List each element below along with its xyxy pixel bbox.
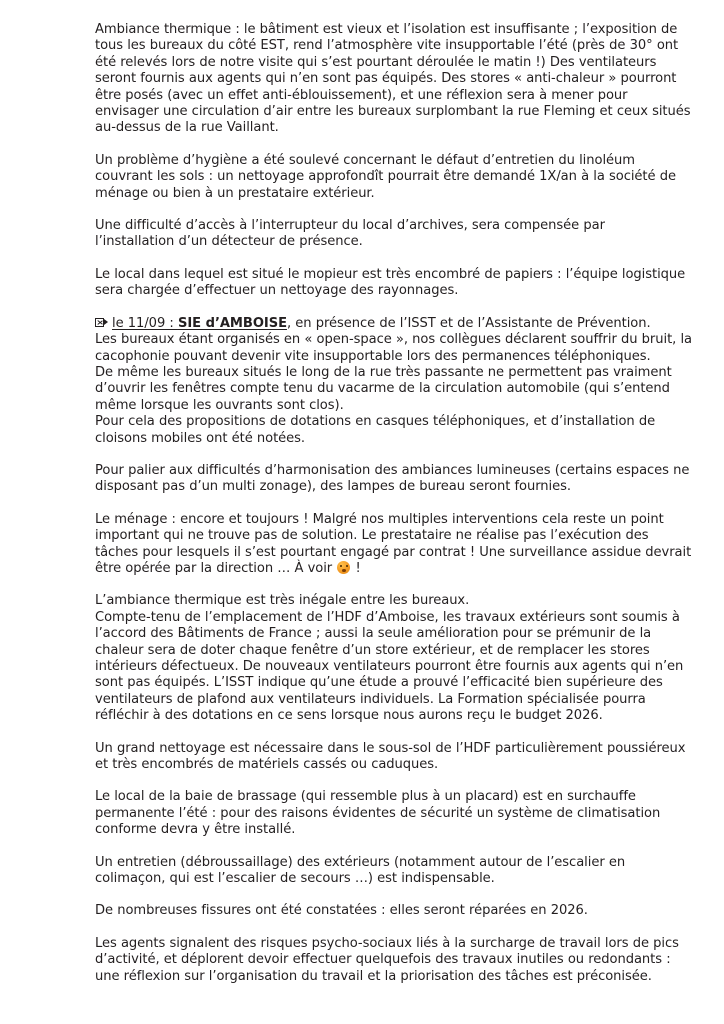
- text-line: l’installation d’un détecteur de présence.: [95, 234, 363, 250]
- face-with-open-mouth-emoji: [337, 561, 350, 574]
- wingding-boxed-x-arrow-icon: [95, 318, 108, 328]
- paragraph-local-mopieur: [95, 266, 686, 300]
- text-line: au-dessus de la rue Vaillant.: [95, 120, 279, 136]
- le-menage-last-line: [95, 561, 655, 577]
- text-line: Les bureaux étant organisés en « open-space », nos collègues déclarent souffrir du bruit, la: [95, 332, 692, 348]
- text-line: cloisons mobiles ont été notées.: [95, 430, 306, 446]
- text-line: Une difficulté d’accès à l’interrupteur du local d’archives, sera compensée par: [95, 218, 605, 234]
- text-line: sont pas équipés. L’ISST indique qu’une étude a prouvé l’efficacité bien supérieure des: [95, 675, 663, 691]
- text-line: couvrant les sols : un nettoyage approfondît pourrait être demandé 1X/an à la société de: [95, 169, 676, 185]
- text-line: été relevés lors de notre visite qui s’est pourtant déroulée le matin !) Des ventilateurs: [95, 54, 657, 70]
- text-line: conforme devra y être installé.: [95, 822, 296, 838]
- paragraph-baie-de-brassage: [95, 789, 661, 838]
- paragraph-ambiance-thermique-inegale: [95, 593, 684, 724]
- text-line: réfléchir à des dotations en ce sens lorsque nous aurons reçu le budget 2026.: [95, 708, 603, 724]
- text-line: Le local dans lequel est situé le mopieur est très encombré de papiers : l’équipe logistique: [95, 266, 686, 282]
- text-line: d’activité, et déplorent devoir effectuer quelquefois des travaux inutiles ou redondants :: [95, 952, 671, 968]
- text-line: Le local de la baie de brassage (qui ressemble plus à un placard) est en surchauffe: [95, 789, 636, 805]
- paragraph-ambiances-lumineuses: [95, 462, 690, 496]
- text-line: De même les bureaux situés le long de la rue très passante ne permettent pas vraiment: [95, 364, 672, 380]
- paragraph-sie-amboise: [95, 315, 692, 447]
- text-line: permanente l’été : pour des raisons évidentes de sécurité un système de climatisation: [95, 805, 661, 821]
- document-body: [95, 22, 692, 985]
- text-line: même lorsque les ouvrants sont clos).: [95, 397, 344, 413]
- text-line: tous les bureaux du côté EST, rend l’atmosphère vite insupportable l’été (près de 30° ont: [95, 38, 679, 54]
- paragraph-grand-nettoyage-sous-sol: [95, 740, 686, 774]
- paragraph-fissures: [95, 903, 655, 919]
- text-line: et très encombrés de matériels cassés ou caduques.: [95, 757, 439, 773]
- text-line: intérieurs défectueux. De nouveaux ventilateurs pourront être fournis aux agents qui n’en: [95, 659, 684, 674]
- text-line: Ambiance thermique : le bâtiment est vieux et l’isolation est insuffisante ; l’exposition de: [95, 22, 678, 37]
- paragraph-probleme-hygiene: [95, 152, 676, 202]
- text-fragment: !: [351, 560, 361, 576]
- text-line: Compte-tenu de l’emplacement de l’HDF d’Amboise, les travaux extérieurs sont soumis à: [95, 609, 680, 625]
- text-line: De nombreuses fissures ont été constatées : elles seront réparées en 2026.: [95, 903, 588, 919]
- paragraph-ambiance-thermique: [95, 22, 691, 137]
- text-line: Les agents signalent des risques psycho-sociaux liés à la surcharge de travail lors de pics: [95, 935, 679, 951]
- text-line: être posés (avec un effet anti-éblouissement), et une réflexion sera à mener pour: [95, 87, 628, 103]
- text-line: disposant pas d’un multi zonage), des lampes de bureau seront fournies.: [95, 479, 571, 495]
- text-line: Un grand nettoyage est nécessaire dans le sous-sol de l’HDF particulièrement poussiéreux: [95, 740, 686, 756]
- text-line: ménage ou bien à un prestataire extérieur.: [95, 185, 375, 201]
- text-line: seront fournis aux agents qui n’en sont pas équipés. Des stores « anti-chaleur » pourront: [95, 71, 677, 87]
- text-fragment: être opérée par la direction … À voir: [95, 560, 337, 576]
- text-line: l’accord des Bâtiments de France ; aussi la seule amélioration pour se prémunir de la: [95, 626, 652, 642]
- text-line: ventilateurs de plafond aux ventilateurs individuels. La Formation spécialisée pourra: [95, 691, 646, 707]
- text-line: sera chargée d’effectuer un nettoyage des rayonnages.: [95, 283, 459, 299]
- text-line: cacophonie pouvant devenir vite insupportable lors des permanences téléphoniques.: [95, 348, 651, 364]
- paragraph-risques-psycho-sociaux: [95, 935, 679, 985]
- text-line: important qui ne trouve pas de solution. Le prestataire ne réalise pas l’exécution des: [95, 528, 649, 544]
- sie-amboise-site-name: SIE d’AMBOISE: [177, 315, 287, 331]
- paragraph-entretien-exterieurs: [95, 855, 655, 888]
- text-line: colimaçon, qui est l’escalier de secours …) est indispensable.: [95, 871, 495, 887]
- sie-amboise-heading-line: [95, 316, 655, 332]
- text-line: envisager une circulation d’air entre les bureaux surplombant la rue Fleming et ceux situés: [95, 104, 691, 120]
- text-line: tâches pour lesquels il s’est pourtant engagé par contrat ! Une surveillance assidue devrait: [95, 544, 692, 560]
- text-line: d’ouvrir les fenêtres compte tenu du vacarme de la circulation automobile (qui s’entend: [95, 381, 670, 397]
- text-line: Pour cela des propositions de dotations en casques téléphoniques, et d’installation de: [95, 414, 656, 430]
- text-line: L’ambiance thermique est très inégale entre les bureaux.: [95, 593, 470, 609]
- text-line: Un entretien (débroussaillage) des extérieurs (notamment autour de l’escalier en: [95, 854, 626, 870]
- text-line: une réflexion sur l’organisation du travail et la priorisation des tâches est préconisée.: [95, 968, 652, 984]
- text-line: Le ménage : encore et toujours ! Malgré nos multiples interventions cela reste un point: [95, 511, 664, 527]
- text-line: Un problème d’hygiène a été soulevé concernant le défaut d’entretien du linoléum: [95, 152, 635, 168]
- paragraph-le-menage: [95, 511, 692, 578]
- text-line: Pour palier aux difficultés d’harmonisation des ambiances lumineuses (certains espaces ne: [95, 462, 690, 478]
- sie-amboise-date: le 11/09 :: [112, 315, 178, 331]
- text-line: chaleur sera de doter chaque fenêtre d’un store extérieur, et de remplacer les stores: [95, 642, 650, 658]
- sie-amboise-heading-suffix: , en présence de l’ISST et de l’Assistante de Prévention.: [286, 315, 651, 331]
- paragraph-difficulte-acces-interrupteur: [95, 218, 655, 251]
